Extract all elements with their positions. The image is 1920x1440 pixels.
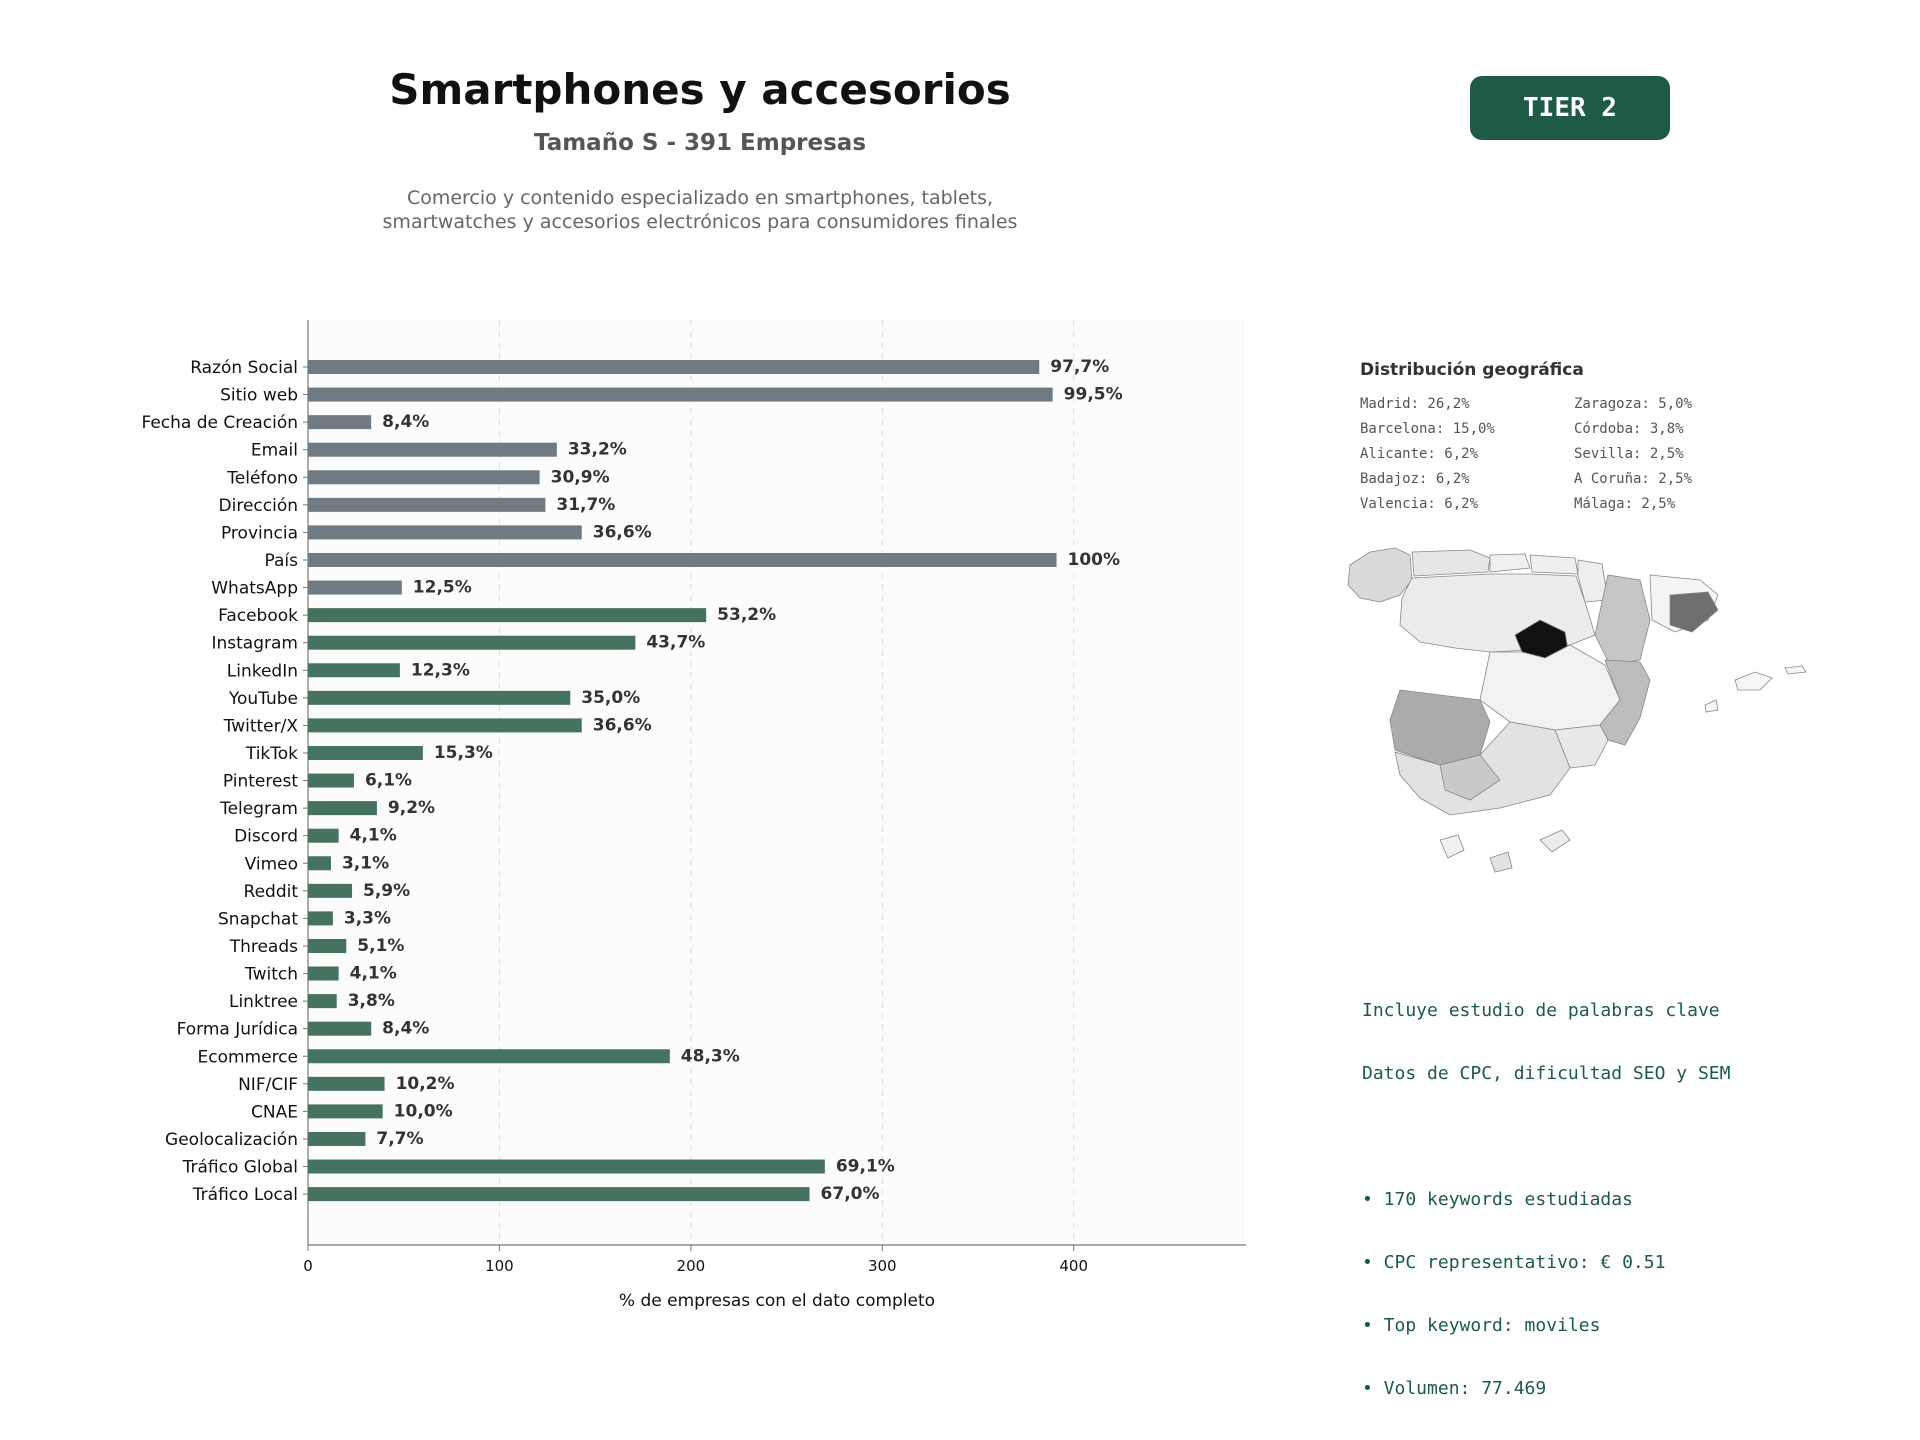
bar <box>308 1187 810 1201</box>
keywords-line-1: Incluye estudio de palabras clave <box>1362 1000 1720 1021</box>
bar-chart <box>0 300 1300 1340</box>
x-tick-label: 300 <box>867 1257 897 1275</box>
bar <box>308 856 331 870</box>
geo-item: Alicante: 6,2% <box>1360 446 1479 462</box>
data-label: 5,1% <box>357 935 405 956</box>
keywords-line-2: Datos de CPC, dificultad SEO y SEM <box>1362 1063 1731 1084</box>
page-title: Smartphones y accesorios <box>389 65 1011 114</box>
description-line-1: Comercio y contenido especializado en smartphones, tablets, <box>406 187 994 209</box>
data-label: 9,2% <box>387 798 436 819</box>
spain-map <box>1340 540 1860 920</box>
map-region-castilla-la-mancha <box>1480 645 1620 730</box>
bar <box>308 1104 383 1118</box>
y-tick-label: CNAE <box>251 1102 298 1123</box>
map-region-extremadura <box>1390 690 1490 765</box>
bar <box>308 608 706 622</box>
data-label: 8,4% <box>382 1018 430 1039</box>
bar <box>308 553 1056 567</box>
data-label: 8,4% <box>382 412 430 433</box>
y-tick-label: NIF/CIF <box>238 1074 298 1095</box>
bar <box>308 801 377 815</box>
y-tick-label: Instagram <box>211 633 298 654</box>
bar <box>308 829 339 843</box>
map-region-basque <box>1530 555 1578 574</box>
y-tick-label: Fecha de Creación <box>141 413 298 434</box>
data-label: 43,7% <box>646 632 706 653</box>
header <box>300 60 1100 234</box>
bar <box>308 470 540 484</box>
bar <box>308 911 333 925</box>
data-label: 53,2% <box>717 605 777 626</box>
y-tick-label: LinkedIn <box>226 661 298 682</box>
data-label: 48,3% <box>680 1046 740 1067</box>
bar <box>308 718 582 732</box>
y-tick-label: Threads <box>229 936 298 957</box>
y-tick-label: Forma Jurídica <box>176 1019 298 1040</box>
data-label: 36,6% <box>592 715 652 736</box>
y-tick-label: Linktree <box>228 992 298 1013</box>
bar <box>308 1022 371 1036</box>
bar <box>308 525 582 539</box>
geo-distribution <box>1360 360 1780 512</box>
data-label: 100% <box>1067 549 1121 570</box>
y-tick-label: WhatsApp <box>211 578 298 599</box>
map-region-menorca <box>1785 666 1806 674</box>
bar <box>308 1049 670 1063</box>
y-tick-label: Dirección <box>218 495 298 516</box>
y-tick-label: YouTube <box>228 688 298 709</box>
y-tick-label: Pinterest <box>222 771 298 792</box>
bar <box>308 994 337 1008</box>
y-tick-label: Ecommerce <box>197 1047 298 1068</box>
bar <box>308 1160 825 1174</box>
geo-item: Córdoba: 3,8% <box>1574 421 1684 437</box>
y-tick-label: Reddit <box>243 881 298 902</box>
y-tick-label: Provincia <box>220 523 298 544</box>
y-tick-label: Snapchat <box>218 909 298 930</box>
y-tick-label: Vimeo <box>244 854 298 875</box>
data-label: 67,0% <box>820 1184 880 1205</box>
keywords-spacer <box>1362 1126 1730 1147</box>
description <box>300 186 1100 234</box>
y-tick-label: Geolocalización <box>165 1129 298 1150</box>
y-tick-label: Tráfico Local <box>192 1185 298 1206</box>
x-tick-label: 200 <box>676 1257 706 1275</box>
map-region-galicia <box>1348 548 1412 602</box>
keywords-bullet-1: • 170 keywords estudiadas <box>1362 1189 1633 1210</box>
data-label: 10,0% <box>393 1101 453 1122</box>
data-label: 7,7% <box>376 1128 424 1149</box>
data-label: 97,7% <box>1050 357 1110 377</box>
keywords-bullet-4: • Volumen: 77.469 <box>1362 1378 1547 1399</box>
data-label: 12,3% <box>410 660 470 681</box>
data-label: 6,1% <box>364 770 413 791</box>
bar <box>308 774 354 788</box>
y-tick-label: Telegram <box>220 799 298 820</box>
keywords-panel <box>1362 958 1730 1420</box>
data-label: 5,9% <box>363 880 411 901</box>
bar <box>308 1132 365 1146</box>
geo-item: Madrid: 26,2% <box>1360 396 1470 412</box>
data-label: 3,3% <box>343 908 392 929</box>
keywords-bullet-2: • CPC representativo: € 0.51 <box>1362 1252 1666 1273</box>
map-region-canary-center <box>1490 852 1512 872</box>
page-subtitle: Tamaño S - 391 Empresas <box>533 130 867 156</box>
bar <box>308 1077 385 1091</box>
description-line-2: smartwatches y accesorios electrónicos para consumidores finales <box>382 211 1018 233</box>
map-region-asturias <box>1412 550 1490 576</box>
geo-item: A Coruña: 2,5% <box>1574 471 1693 487</box>
tier-badge: TIER 2 <box>1470 76 1670 140</box>
bar <box>308 415 371 429</box>
bar <box>308 498 545 512</box>
bar <box>308 388 1053 402</box>
y-tick-label: Email <box>250 440 298 461</box>
data-label: 30,9% <box>550 467 610 488</box>
data-label: 4,1% <box>349 825 397 846</box>
y-tick-label: Tráfico Global <box>182 1157 298 1178</box>
bar <box>308 967 339 981</box>
bar <box>308 581 402 595</box>
y-tick-label: Discord <box>234 826 298 847</box>
map-region-canary-east <box>1540 830 1570 852</box>
geo-list <box>1360 396 1780 512</box>
y-tick-label: Teléfono <box>227 468 298 489</box>
map-region-cantabria <box>1490 554 1530 572</box>
data-label: 33,2% <box>567 439 627 460</box>
y-tick-label: País <box>264 550 298 571</box>
data-label: 12,5% <box>412 577 472 598</box>
y-tick-label: Sitio web <box>220 385 298 406</box>
bar <box>308 939 346 953</box>
map-region-barcelona <box>1670 592 1718 632</box>
geo-title: Distribución geográfica <box>1360 360 1584 380</box>
data-label: 3,8% <box>347 991 395 1012</box>
data-label: 36,6% <box>592 522 652 543</box>
data-label: 35,0% <box>581 687 641 708</box>
x-tick-label: 0 <box>303 1257 313 1275</box>
data-label: 4,1% <box>349 963 397 984</box>
bar <box>308 663 400 677</box>
bar <box>308 691 570 705</box>
map-region-balearics <box>1735 672 1772 690</box>
bar <box>308 884 352 898</box>
y-tick-label: Razón Social <box>190 358 298 378</box>
geo-item: Zaragoza: 5,0% <box>1574 396 1693 412</box>
y-tick-label: Twitter/X <box>223 716 298 737</box>
keywords-bullet-3: • Top keyword: moviles <box>1362 1315 1601 1336</box>
y-tick-label: TikTok <box>245 743 298 764</box>
x-axis-label: % de empresas con el dato completo <box>618 1291 936 1311</box>
map-region-canary-west <box>1440 835 1464 858</box>
data-label: 10,2% <box>395 1073 455 1094</box>
x-tick-label: 100 <box>485 1257 514 1275</box>
data-label: 15,3% <box>433 742 493 763</box>
data-label: 69,1% <box>835 1156 895 1177</box>
geo-item: Málaga: 2,5% <box>1574 496 1676 512</box>
bar <box>308 360 1039 374</box>
data-label: 3,1% <box>341 853 390 874</box>
bar <box>308 746 423 760</box>
bar <box>308 443 557 457</box>
x-tick-label: 400 <box>1059 1257 1089 1275</box>
map-region-ibiza <box>1705 700 1718 712</box>
data-label: 31,7% <box>556 494 616 515</box>
y-tick-label: Facebook <box>218 606 298 627</box>
data-label: 99,5% <box>1063 384 1123 405</box>
geo-item: Badajoz: 6,2% <box>1360 471 1470 487</box>
geo-item: Barcelona: 15,0% <box>1360 421 1495 437</box>
geo-item: Valencia: 6,2% <box>1360 496 1479 512</box>
y-tick-label: Twitch <box>245 964 298 985</box>
bar <box>308 636 635 650</box>
geo-item: Sevilla: 2,5% <box>1574 446 1684 462</box>
